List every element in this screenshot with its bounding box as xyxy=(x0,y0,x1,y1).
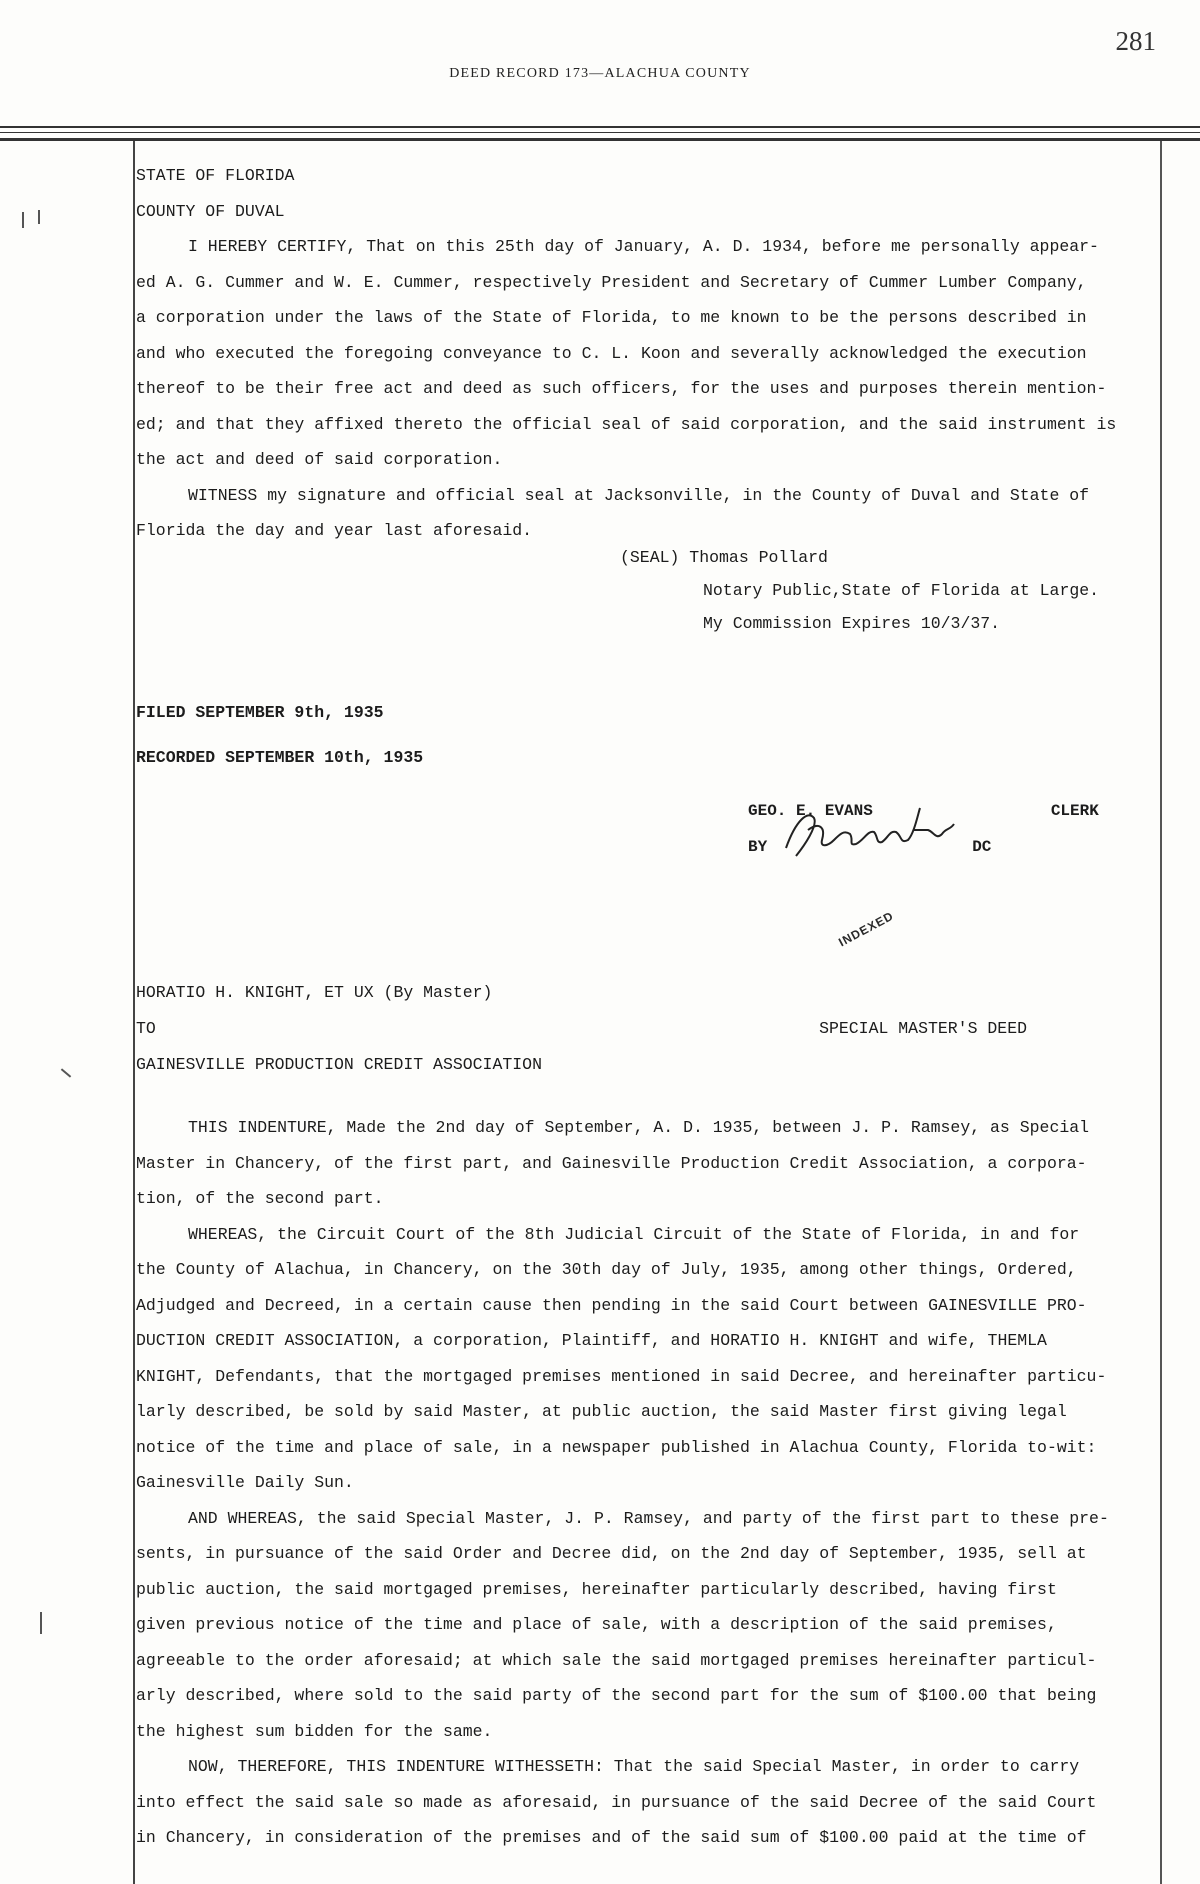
body-line: public auction, the said mortgaged premises, hereinafter particularly described, having first xyxy=(136,1579,1057,1599)
acknowledgment-section xyxy=(136,158,1151,549)
body-line: into effect the said sale so made as aforesaid, in pursuance of the said Decree of the said Court xyxy=(136,1792,1097,1812)
body-line: KNIGHT, Defendants, that the mortgaged premises mentioned in said Decree, and hereinafter particu- xyxy=(136,1366,1107,1386)
indexed-stamp: INDEXED xyxy=(836,908,897,950)
parties-block xyxy=(136,975,1151,1083)
page-header-title: DEED RECORD 173—ALACHUA COUNTY xyxy=(449,66,751,81)
deed-type-title: SPECIAL MASTER'S DEED xyxy=(819,1019,1027,1038)
grantor-line: HORATIO H. KNIGHT, ET UX (By Master) xyxy=(136,983,493,1002)
body-line: given previous notice of the time and place of sale, with a description of the said premises, xyxy=(136,1615,1057,1634)
body-line: Master in Chancery, of the first part, and Gainesville Production Credit Association, a corpora- xyxy=(136,1153,1087,1173)
header-rule-bottom xyxy=(0,138,1200,141)
body-line: I HEREBY CERTIFY, That on this 25th day of January, A. D. 1934, before me personally appear- xyxy=(188,237,1099,256)
body-line: NOW, THEREFORE, THIS INDENTURE WITHESSETH: That the said Special Master, in order to carry xyxy=(188,1757,1080,1776)
body-line: ed; and that they affixed thereto the official seal of said corporation, and the said instrument is xyxy=(136,414,1117,434)
body-line: agreeable to the order aforesaid; at which sale the said mortgaged premises hereinafter particul- xyxy=(136,1650,1097,1670)
body-line: arly described, where sold to the said party of the second part for the sum of $100.00 that being xyxy=(136,1686,1097,1705)
body-line: Gainesville Daily Sun. xyxy=(136,1473,354,1492)
body-line: WHEREAS, the Circuit Court of the 8th Judicial Circuit of the State of Florida, in and for xyxy=(188,1224,1080,1244)
body-line: tion, of the second part. xyxy=(136,1189,384,1208)
body-line: sents, in pursuance of the said Order and Decree did, on the 2nd day of September, 1935, sell at xyxy=(136,1544,1087,1563)
body-line: Florida the day and year last aforesaid. xyxy=(136,521,533,540)
filing-block xyxy=(136,690,423,780)
body-line: THIS INDENTURE, Made the 2nd day of September, A. D. 1935, between J. P. Ramsey, as Special xyxy=(188,1118,1090,1137)
page-number: 281 xyxy=(1115,26,1156,56)
speck-mark xyxy=(22,212,24,228)
notary-seal-line: (SEAL) Thomas Pollard xyxy=(620,548,828,567)
speck-mark xyxy=(61,1068,71,1077)
right-margin-border xyxy=(1160,141,1162,1884)
body-line: AND WHEREAS, the said Special Master, J. P. Ramsey, and party of the first part to these pre- xyxy=(188,1508,1109,1528)
body-line: in Chancery, in consideration of the premises and of the said sum of $100.00 paid at the time of xyxy=(136,1828,1087,1847)
venue-state: STATE OF FLORIDA xyxy=(136,166,295,185)
body-line: WITNESS my signature and official seal at Jacksonville, in the County of Duval and State of xyxy=(188,485,1090,505)
body-line: thereof to be their free act and deed as such officers, for the uses and purposes therein mention- xyxy=(136,379,1107,398)
body-line: notice of the time and place of sale, in a newspaper published in Alachua County, Florida to-wit: xyxy=(136,1437,1097,1457)
grantee-line: GAINESVILLE PRODUCTION CREDIT ASSOCIATION xyxy=(136,1055,542,1074)
indenture-section xyxy=(136,1110,1151,1856)
venue-county: COUNTY OF DUVAL xyxy=(136,201,285,221)
body-line: and who executed the foregoing conveyance to C. L. Koon and severally acknowledged the execution xyxy=(136,343,1087,363)
body-line: the highest sum bidden for the same. xyxy=(136,1721,493,1741)
recorded-date: RECORDED SEPTEMBER 10th, 1935 xyxy=(136,748,424,767)
body-line: Adjudged and Decreed, in a certain cause then pending in the said Court between GAINESVILLE PRO- xyxy=(136,1295,1087,1315)
clerk-by: BY xyxy=(748,838,768,856)
notary-signature-block xyxy=(620,541,1099,640)
body-line: the act and deed of said corporation. xyxy=(136,450,503,469)
to-line: TO xyxy=(136,1019,156,1038)
left-margin-border xyxy=(133,141,135,1884)
deputy-clerk-title: DC xyxy=(972,838,992,856)
speck-mark xyxy=(40,1612,42,1634)
body-line: a corporation under the laws of the State of Florida, to me known to be the persons described in xyxy=(136,308,1087,327)
body-line: the County of Alachua, in Chancery, on the 30th day of July, 1935, among other things, Ordered, xyxy=(136,1260,1077,1279)
notary-commission: My Commission Expires 10/3/37. xyxy=(703,614,1001,633)
notary-title: Notary Public,State of Florida at Large. xyxy=(703,581,1100,600)
header-rule-middle xyxy=(0,132,1200,133)
body-line: larly described, be sold by said Master, at public auction, the said Master first giving legal xyxy=(136,1402,1067,1421)
clerk-title: CLERK xyxy=(1050,802,1099,820)
deputy-clerk-signature xyxy=(778,800,958,865)
header-rule-top xyxy=(0,126,1200,128)
clerk-name: GEO. E. EVANS xyxy=(748,802,873,820)
speck-mark xyxy=(38,210,40,224)
body-line: DUCTION CREDIT ASSOCIATION, a corporation, Plaintiff, and HORATIO H. KNIGHT and wife, THEMLA xyxy=(136,1331,1047,1350)
filed-date: FILED SEPTEMBER 9th, 1935 xyxy=(136,703,384,722)
body-line: ed A. G. Cummer and W. E. Cummer, respectively President and Secretary of Cummer Lumber Company, xyxy=(136,272,1087,292)
